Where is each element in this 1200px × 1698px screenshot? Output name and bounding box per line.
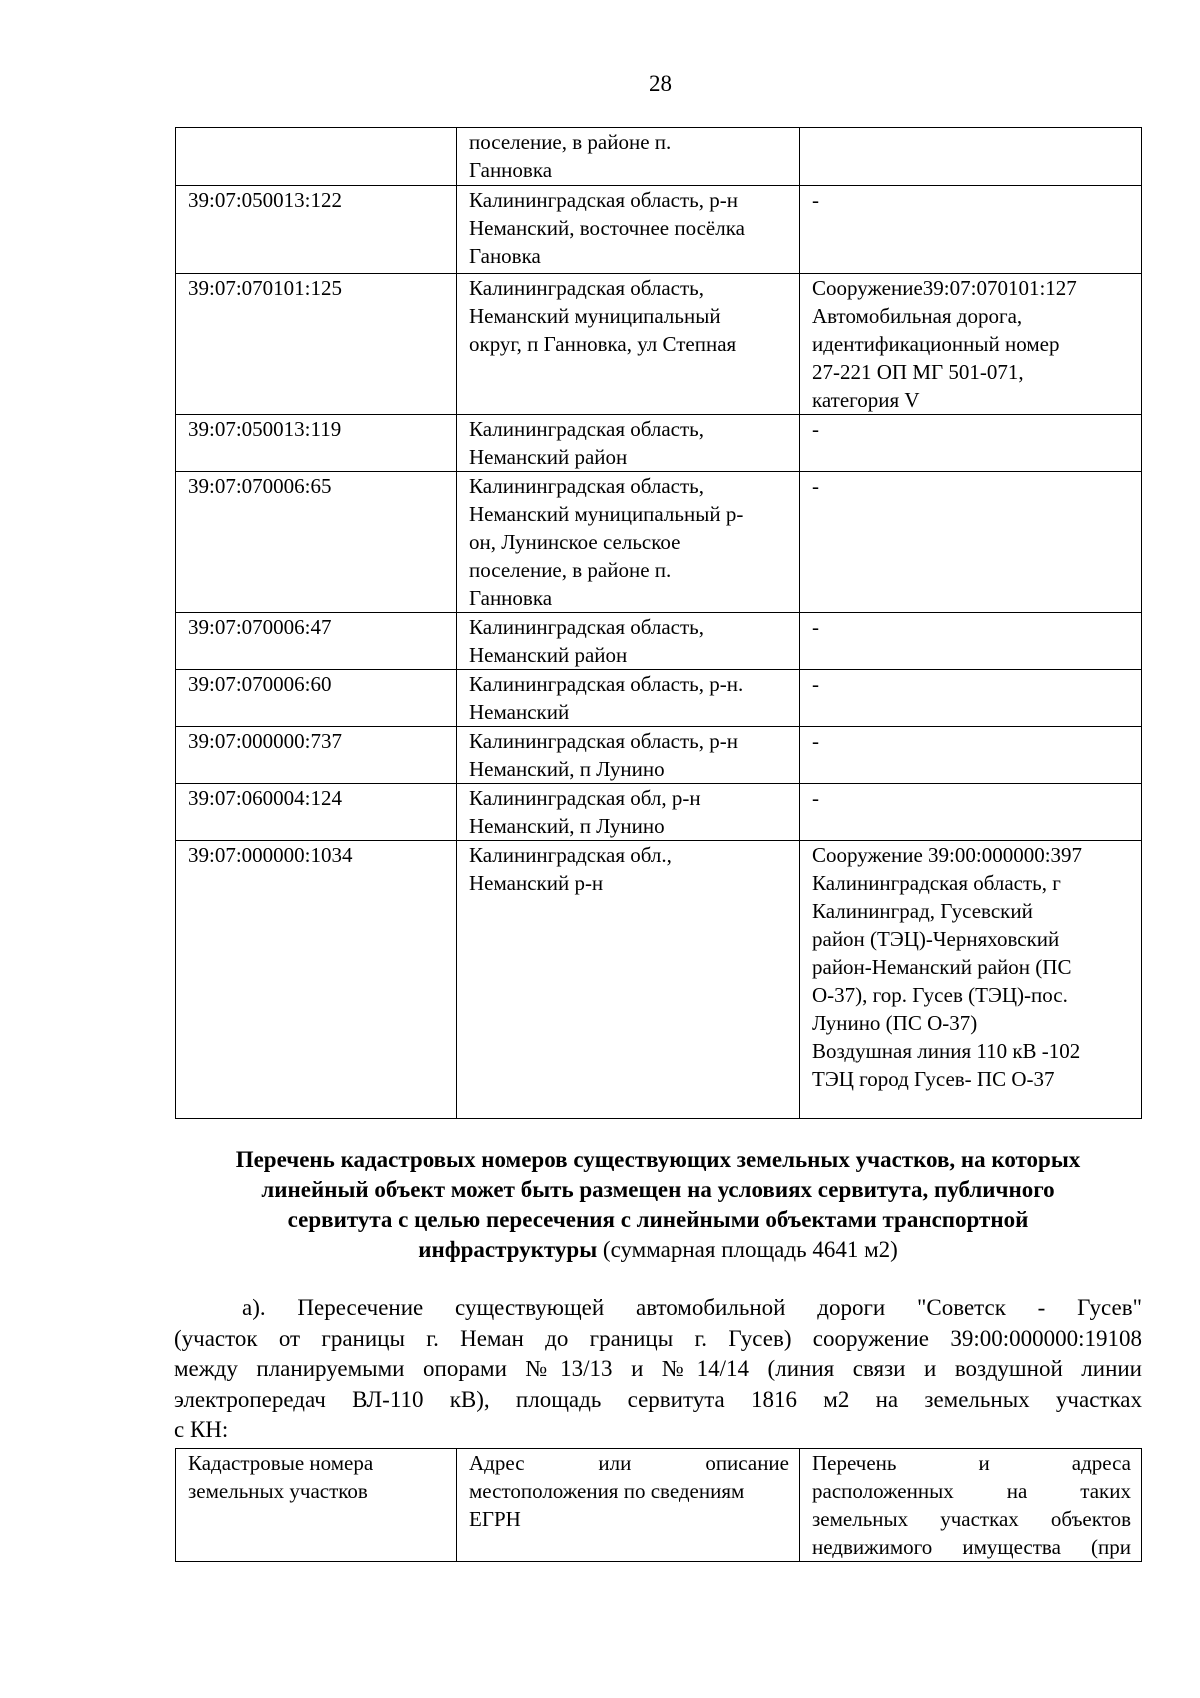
cadastral-number: 39:07:070006:60 [188,672,332,696]
cadastral-number: 39:07:070006:47 [188,615,332,639]
objects-cell [800,415,1142,472]
table-header-row [176,1449,1142,1562]
cadastral-number-cell [176,472,457,613]
objects-cell [800,274,1142,415]
address-line: Калининградская область, [469,615,705,639]
paragraph-line: (участок от границы г. Неман до границы г. Гусев) сооружение 39:00:000000:19108 [174,1325,1142,1351]
heading-line: Перечень кадастровых номеров существующих земельных участков, на которых [235,1147,1081,1172]
header-line: ЕГРН [469,1507,521,1531]
address-cell [457,613,800,670]
object-line: - [812,615,819,639]
section-heading [170,1145,1146,1265]
object-line: - [812,474,819,498]
address-line: Неманский район [469,445,628,469]
address-cell [457,274,800,415]
parcels-table [175,127,1142,1119]
object-line: - [812,786,819,810]
address-line: Неманский муниципальный [469,304,721,328]
heading-area-note: (суммарная площадь 4641 м2) [597,1237,898,1262]
object-line: район (ТЭЦ)-Черняховский [812,927,1060,951]
cadastral-number-cell [176,274,457,415]
header-line: Адрес или описание [469,1451,789,1475]
table-row [176,841,1142,1119]
header-address [457,1449,800,1562]
address-line: Неманский муниципальный р- [469,502,744,526]
table-row [176,415,1142,472]
header-line: Кадастровые номера [188,1451,374,1475]
address-cell [457,841,800,1119]
address-line: Калининградская область, [469,474,705,498]
cadastral-number-cell [176,670,457,727]
address-line: Неманский, п Лунино [469,814,665,838]
table-row [176,613,1142,670]
cadastral-number-cell [176,613,457,670]
crossing-paragraph [174,1293,1142,1446]
cadastral-number: 39:07:070006:65 [188,474,332,498]
cadastral-number: 39:07:000000:1034 [188,843,353,867]
object-line: - [812,188,819,212]
objects-cell [800,727,1142,784]
address-line: Неманский район [469,643,628,667]
object-line: категория V [812,388,920,412]
object-line: Сооружение39:07:070101:127 [812,276,1077,300]
page-number: 28 [649,71,672,96]
table-row [176,670,1142,727]
address-line: Калининградская область, р-н [469,729,738,753]
address-line: Неманский [469,700,570,724]
address-line: Калининградская область, [469,276,705,300]
header-line: местоположения по сведениям [469,1479,745,1503]
address-line: округ, п Ганновка, ул Степная [469,332,737,356]
header-line: расположенных на таких [812,1479,1131,1503]
objects-cell [800,128,1142,186]
objects-cell [800,186,1142,274]
object-line: Калининград, Гусевский [812,899,1033,923]
cadastral-number-cell [176,128,457,186]
object-line: - [812,729,819,753]
address-line: Неманский, п Лунино [469,757,665,781]
paragraph-line: а). Пересечение существующей автомобильной дороги "Советск - Гусев" [242,1295,1142,1320]
objects-cell [800,613,1142,670]
objects-cell [800,841,1142,1119]
object-line: О-37), гор. Гусев (ТЭЦ)-пос. [812,983,1068,1007]
object-line: 27-221 ОП МГ 501-071, [812,360,1024,384]
paragraph-line: между планируемыми опорами №13/13 и №14/14 (линия связи и воздушной линии [174,1356,1142,1381]
cadastral-number-cell [176,186,457,274]
cadastral-number: 39:07:070101:125 [188,276,343,300]
paragraph-line: электропередач ВЛ-110 кВ), площадь сервитута 1816 м2 на земельных участках [174,1386,1142,1412]
table-row [176,727,1142,784]
cadastral-number-cell [176,415,457,472]
heading-line: сервитута с целью пересечения с линейными объектами транспортной [287,1207,1029,1232]
address-cell [457,415,800,472]
object-line: Сооружение 39:00:000000:397 [812,843,1083,867]
cadastral-number: 39:07:000000:737 [188,729,343,753]
address-line: он, Лунинское сельское [469,530,681,554]
address-line: Калининградская область, р-н [469,188,738,212]
cadastral-number: 39:07:050013:122 [188,188,343,212]
address-cell [457,670,800,727]
address-line: Неманский, восточнее посёлка [469,216,745,240]
object-line: Калининградская область, г [812,871,1061,895]
address-line: Калининградская обл., [469,843,672,867]
table-row [176,472,1142,613]
header-line: недвижимого имущества (при [812,1535,1131,1559]
table-row [176,274,1142,415]
object-line: Лунино (ПС О-37) [812,1011,978,1035]
address-cell [457,128,800,186]
table-row [176,186,1142,274]
address-line: поселение, в районе п. [469,558,672,582]
objects-cell [800,784,1142,841]
header-cadastral-numbers [176,1449,457,1562]
address-line: Ганновка [469,586,553,610]
address-line: Калининградская обл, р-н [469,786,701,810]
object-line: район-Неманский район (ПС [812,955,1072,979]
address-line: Калининградская область, [469,417,705,441]
address-cell [457,727,800,784]
object-line: Автомобильная дорога, [812,304,1023,328]
header-line: земельных участков [188,1479,368,1503]
cadastral-number: 39:07:060004:124 [188,786,343,810]
objects-cell [800,670,1142,727]
object-line: Воздушная линия 110 кВ -102 [812,1039,1081,1063]
address-line: Ганновка [469,158,553,182]
heading-bold-word: инфраструктуры [418,1237,598,1262]
header-line: Перечень и адреса [812,1451,1131,1475]
table-row [176,128,1142,186]
crossing-parcels-table [175,1448,1142,1562]
paragraph-line: с КН: [174,1417,229,1442]
object-line: - [812,417,819,441]
header-objects [800,1449,1142,1562]
address-cell [457,784,800,841]
object-line: - [812,672,819,696]
table-row [176,784,1142,841]
objects-cell [800,472,1142,613]
heading-line [170,1235,1146,1265]
heading-line: линейный объект может быть размещен на условиях сервитута, публичного [261,1177,1055,1202]
cadastral-number-cell [176,727,457,784]
cadastral-number-cell [176,841,457,1119]
address-line: Неманский р-н [469,871,604,895]
object-line: ТЭЦ город Гусев- ПС О-37 [812,1067,1055,1091]
object-line: идентификационный номер [812,332,1060,356]
address-line: Гановка [469,244,541,268]
address-line: Калининградская область, р-н. [469,672,744,696]
header-line: земельных участках объектов [812,1507,1131,1531]
address-cell [457,472,800,613]
cadastral-number: 39:07:050013:119 [188,417,342,441]
address-cell [457,186,800,274]
cadastral-number-cell [176,784,457,841]
address-line: поселение, в районе п. [469,130,672,154]
